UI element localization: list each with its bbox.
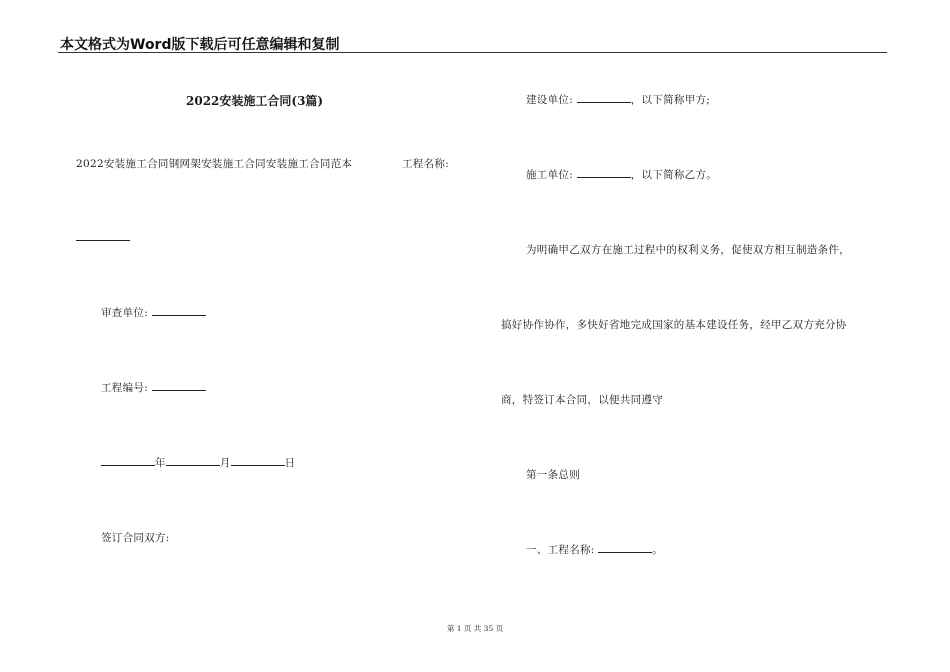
paragraph-line-3: 商，特签订本合同，以便共同遵守 — [501, 394, 663, 406]
header-banner: 本文格式为Word版下载后可任意编辑和复制 — [60, 37, 340, 53]
header-divider — [58, 52, 887, 53]
contractor-blank[interactable] — [577, 167, 631, 178]
review-unit-blank[interactable] — [152, 305, 206, 316]
page-footer: 第 1 页 共 35 页 — [446, 624, 504, 633]
review-unit-label: 审查单位: — [101, 307, 149, 319]
review-unit-line — [101, 305, 206, 320]
contractor-label: 施工单位: — [526, 169, 574, 181]
project-name-field — [76, 230, 130, 244]
intro-text: 2022安装施工合同钢网架安装施工合同安装施工合同范本 — [76, 158, 353, 170]
day-blank[interactable] — [231, 455, 285, 466]
project-name-blank[interactable] — [76, 230, 130, 241]
year-label: 年 — [155, 457, 166, 469]
contractor-line — [526, 167, 717, 182]
month-blank[interactable] — [166, 455, 220, 466]
project-number-line — [101, 380, 206, 395]
item-1-label: 一、工程名称: — [526, 544, 595, 556]
paragraph-line-2: 搞好协作协作，多快好省地完成国家的基本建设任务，经甲乙双方充分协 — [501, 319, 847, 331]
month-label: 月 — [219, 457, 231, 469]
document-title: 2022安装施工合同(3篇) — [186, 94, 324, 108]
date-line — [101, 455, 295, 470]
builder-blank[interactable] — [577, 92, 631, 103]
day-label: 日 — [284, 457, 296, 469]
builder-suffix: ，以下简称甲方; — [630, 94, 711, 106]
year-blank[interactable] — [101, 455, 155, 466]
item-1-line — [526, 542, 663, 557]
intro-line — [76, 156, 352, 171]
contractor-suffix: ，以下简称乙方。 — [630, 169, 718, 181]
builder-label: 建设单位: — [526, 94, 574, 106]
item-1-suffix: 。 — [652, 544, 664, 556]
item-1-blank[interactable] — [598, 542, 652, 553]
project-number-blank[interactable] — [152, 380, 206, 391]
project-number-label: 工程编号: — [101, 382, 149, 394]
paragraph-line-1: 为明确甲乙双方在施工过程中的权利义务，促使双方相互制造条件， — [526, 244, 850, 256]
builder-line — [526, 92, 710, 107]
parties-label: 签订合同双方: — [101, 532, 170, 544]
project-name-label: 工程名称: — [402, 158, 450, 170]
section-1-title: 第一条总则 — [526, 469, 580, 481]
